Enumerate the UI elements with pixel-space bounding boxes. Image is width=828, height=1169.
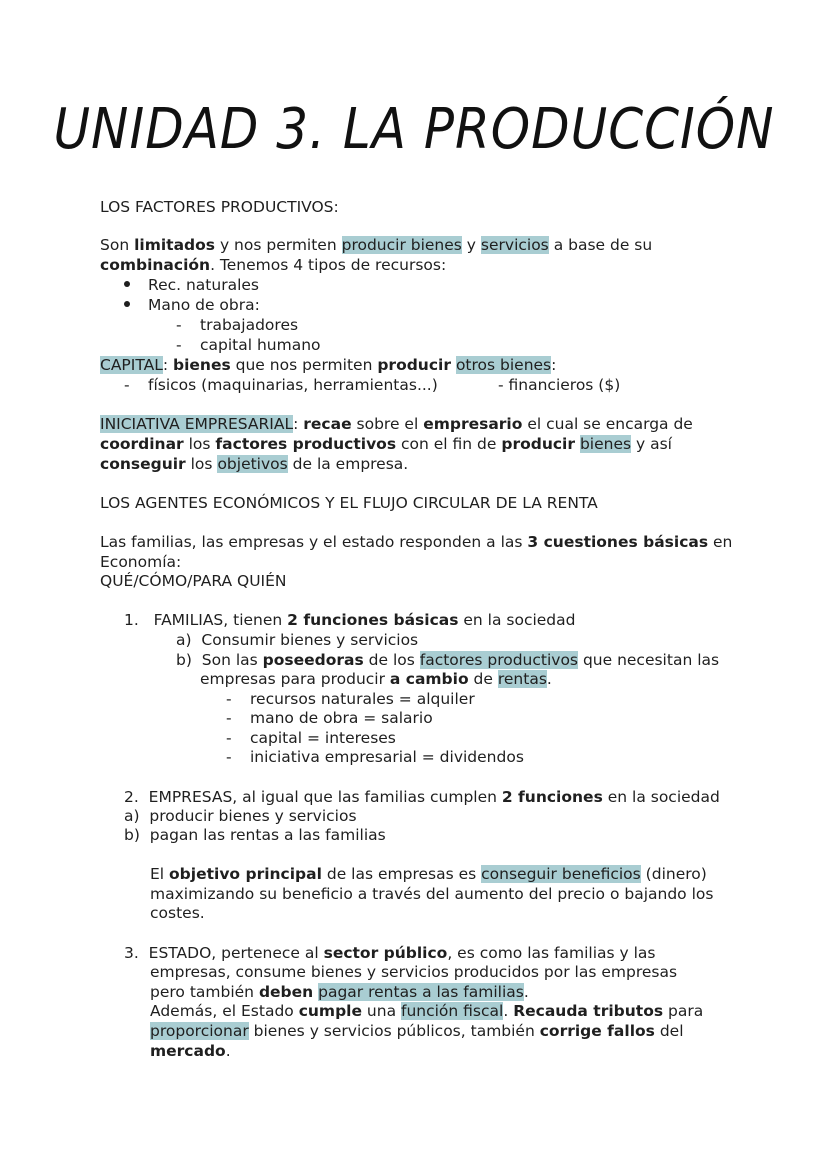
numbered-item-estado: 3. ESTADO, pertenece al sector público, es como las familias y las: [124, 944, 656, 962]
paragraph-line: pero también deben pagar rentas a las familias.: [150, 983, 529, 1001]
paragraph-line: Las familias, las empresas y el estado responden a las 3 cuestiones básicas en: [100, 533, 733, 551]
list-item: - físicos (maquinarias, herramientas...): [124, 376, 438, 394]
paragraph-line: Son limitados y nos permiten producir bienes y servicios a base de su: [100, 236, 653, 254]
paragraph-line: coordinar los factores productivos con el fin de producir bienes y así: [100, 435, 672, 453]
list-item: Rec. naturales: [124, 275, 259, 295]
list-item: b) Son las poseedoras de los factores productivos que necesitan las: [176, 651, 720, 669]
paragraph-line: costes.: [150, 904, 205, 922]
numbered-item-empresas: 2. EMPRESAS, al igual que las familias cumplen 2 funciones en la sociedad: [124, 788, 720, 806]
paragraph-line: empresas, consume bienes y servicios producidos por las empresas: [150, 963, 678, 981]
bullet-icon: [124, 301, 130, 307]
paragraph-line: conseguir los objetivos de la empresa.: [100, 455, 409, 473]
paragraph-line: INICIATIVA EMPRESARIAL: recae sobre el empresario el cual se encarga de: [100, 415, 693, 433]
paragraph-line: proporcionar bienes y servicios públicos, también corrige fallos del: [150, 1022, 684, 1040]
section-heading-agentes: LOS AGENTES ECONÓMICOS Y EL FLUJO CIRCULAR DE LA RENTA: [100, 494, 598, 512]
paragraph-line: Además, el Estado cumple una función fiscal. Recauda tributos para: [150, 1002, 704, 1020]
list-item: - financieros ($): [498, 376, 621, 394]
list-item: Mano de obra:: [124, 295, 260, 315]
list-item: - trabajadores: [176, 316, 299, 334]
list-item: - capital = intereses: [226, 729, 396, 747]
paragraph-line: Economía:: [100, 553, 182, 571]
paragraph-line: combinación. Tenemos 4 tipos de recursos:: [100, 256, 447, 274]
paragraph-line: El objetivo principal de las empresas es conseguir beneficios (dinero): [150, 865, 707, 883]
list-item: - mano de obra = salario: [226, 709, 433, 727]
paragraph-line: CAPITAL: bienes que nos permiten producir otros bienes:: [100, 356, 557, 374]
page-title: UNIDAD 3. LA PRODUCCIÓN: [53, 96, 775, 162]
list-item: - recursos naturales = alquiler: [226, 690, 475, 708]
paragraph-line: empresas para producir a cambio de rentas.: [200, 670, 552, 688]
list-item: a) producir bienes y servicios: [124, 807, 357, 825]
list-item: - capital humano: [176, 336, 321, 354]
paragraph-line: mercado.: [150, 1042, 231, 1060]
numbered-item-familias: 1. FAMILIAS, tienen 2 funciones básicas en la sociedad: [124, 611, 576, 629]
paragraph-line: QUÉ/CÓMO/PARA QUIÉN: [100, 572, 287, 590]
paragraph-line: maximizando su beneficio a través del aumento del precio o bajando los: [150, 885, 714, 903]
list-item: b) pagan las rentas a las familias: [124, 826, 386, 844]
bullet-icon: [124, 281, 130, 287]
section-heading-factores: LOS FACTORES PRODUCTIVOS:: [100, 198, 339, 216]
list-item: - iniciativa empresarial = dividendos: [226, 748, 524, 766]
list-item: a) Consumir bienes y servicios: [176, 631, 419, 649]
